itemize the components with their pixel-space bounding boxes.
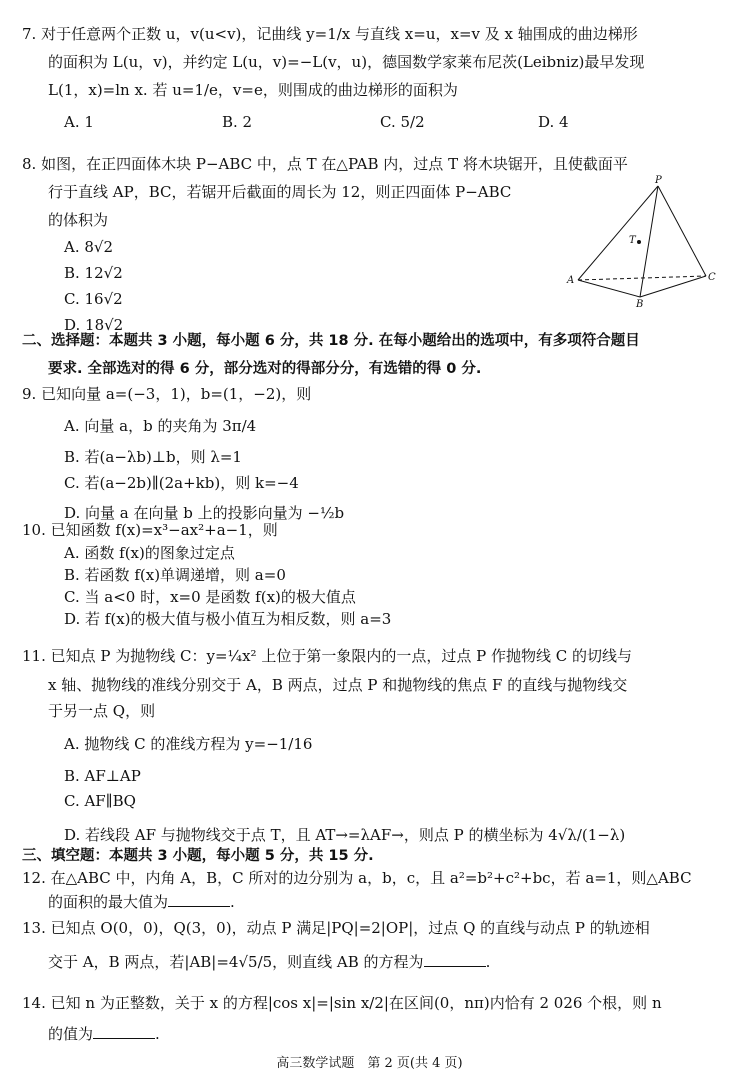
q10-stem: 10. 已知函数 f(x)=x³−ax²+a−1，则 (22, 521, 278, 539)
q13-line-2-wrap: 交于 A，B 两点，若|AB|=4√5/5，则直线 AB 的方程为 . (22, 942, 722, 982)
q7-option-d: D. 4 (538, 113, 569, 131)
q12-line-2-wrap: 的面积的最大值为 . (22, 890, 722, 914)
q7-line-1: 7. 对于任意两个正数 u，v(u<v)，记曲线 y=1/x 与直线 x=u，x=v 及 x 轴围成的曲边梯形 (22, 25, 638, 43)
q12-answer-blank[interactable] (168, 890, 230, 907)
q8-option-c: C. 16√2 (64, 290, 123, 308)
section-3-line: 三、填空题：本题共 3 小题，每小题 5 分，共 15 分. (22, 848, 374, 864)
q14-line-2-wrap: 的值为 . (22, 1020, 722, 1048)
q13-line-2: 交于 A，B 两点，若|AB|=4√5/5，则直线 AB 的方程为 (48, 953, 424, 971)
q7-option-a: A. 1 (64, 113, 94, 131)
label-c: C (708, 272, 716, 283)
q13-line-1: 13. 已知点 O(0，0)，Q(3，0)，动点 P 满足|PQ|=2|OP|，过点 Q 的直线与动点 P 的轨迹相 (22, 919, 650, 937)
q8-line-3: 的体积为 (48, 211, 109, 229)
q8-option-a: A. 8√2 (64, 238, 114, 256)
q11-option-b: B. AF⊥AP (64, 767, 141, 785)
q8-option-d: D. 18√2 (64, 316, 124, 334)
point-t (637, 240, 641, 244)
q10-option-a: A. 函数 f(x)的图象过定点 (64, 544, 235, 562)
q9-option-c: C. 若(a−2b)∥(2a+kb)，则 k=−4 (64, 474, 299, 492)
question-9 (22, 380, 722, 530)
q14-line-2: 的值为 (48, 1025, 94, 1043)
q11-option-c: C. AF∥BQ (64, 792, 136, 810)
label-a: A (567, 275, 575, 286)
q11-line-1: 11. 已知点 P 为抛物线 C：y=¼x² 上位于第一象限内的一点，过点 P 作抛物线 C 的切线与 (22, 647, 632, 665)
edge-ac-hidden (578, 276, 706, 280)
question-11 (22, 640, 722, 856)
q11-option-d: D. 若线段 AF 与抛物线交于点 T，且 AT→=λAF→，则点 P 的横坐标为 4√λ/(1−λ) (64, 826, 626, 844)
q9-stem: 9. 已知向量 a=(−3，1)，b=(1，−2)，则 (22, 385, 312, 403)
q11-line-2: x 轴、抛物线的准线分别交于 A，B 两点，过点 P 和抛物线的焦点 F 的直线与抛物线交 (48, 676, 628, 694)
q7-options (22, 104, 722, 140)
q7-line-3: L(1，x)=ln x. 若 u=1/e，v=e，则围成的曲边梯形的面积为 (48, 81, 458, 99)
section-2-line-2: 要求. 全部选对的得 6 分，部分选对的得部分分，有选错的得 0 分. (48, 361, 482, 377)
label-p: P (655, 175, 662, 186)
label-b: B (636, 299, 644, 308)
q9-option-b: B. 若(a−λb)⊥b，则 λ=1 (64, 448, 242, 466)
tetrahedron-figure (566, 172, 716, 308)
question-7 (22, 20, 722, 140)
q12-line-2: 的面积的最大值为 (48, 893, 169, 911)
q7-option-c: C. 5/2 (380, 113, 425, 131)
q13-answer-blank[interactable] (424, 950, 486, 967)
q10-option-b: B. 若函数 f(x)单调递增，则 a=0 (64, 566, 286, 584)
q8-line-1: 8. 如图，在正四面体木块 P−ABC 中，点 T 在△PAB 内，过点 T 将木块锯开，且使截面平 (22, 155, 628, 173)
q14-line-1: 14. 已知 n 为正整数，关于 x 的方程|cos x|=|sin x/2|在区间(0，nπ)内恰有 2 026 个根，则 n (22, 994, 662, 1012)
edge-ab (578, 280, 640, 297)
question-13 (22, 914, 722, 982)
q10-option-c: C. 当 a<0 时，x=0 是函数 f(x)的极大值点 (64, 588, 356, 606)
q11-line-3: 于另一点 Q，则 (48, 702, 156, 720)
q14-answer-blank[interactable] (93, 1022, 155, 1039)
q9-option-d: D. 向量 a 在向量 b 上的投影向量为 −½b (64, 504, 345, 522)
edge-bc (640, 276, 706, 297)
section-2-line-1: 二、选择题：本题共 3 小题，每小题 6 分，共 18 分. 在每小题给出的选项中，有多项符合题目 (22, 333, 640, 349)
question-12 (22, 866, 722, 914)
q11-option-a: A. 抛物线 C 的准线方程为 y=−1/16 (64, 735, 313, 753)
edge-pb (640, 186, 658, 297)
q8-option-b: B. 12√2 (64, 264, 123, 282)
q9-option-a: A. 向量 a，b 的夹角为 3π/4 (64, 417, 257, 435)
edge-pa (578, 186, 658, 280)
q8-line-2: 行于直线 AP，BC，若锯开后截面的周长为 12，则正四面体 P−ABC (48, 183, 512, 201)
q7-line-2: 的面积为 L(u，v)，并约定 L(u，v)=−L(v，u)，德国数学家莱布尼茨(Leibniz)最早发现 (48, 53, 645, 71)
q7-option-b: B. 2 (222, 113, 253, 131)
q12-line-1: 12. 在△ABC 中，内角 A，B，C 所对的边分别为 a，b，c，且 a²=b²+c²+bc，若 a=1，则△ABC (22, 869, 692, 887)
question-14 (22, 986, 722, 1048)
section-2-header (22, 327, 722, 383)
edge-pc (658, 186, 706, 276)
page-footer: 高三数学试题 第 2 页(共 4 页) (276, 1056, 463, 1071)
question-10 (22, 518, 722, 630)
section-3-header (22, 844, 722, 868)
q10-option-d: D. 若 f(x)的极大值与极小值互为相反数，则 a=3 (64, 610, 392, 628)
label-t: T (629, 235, 636, 246)
